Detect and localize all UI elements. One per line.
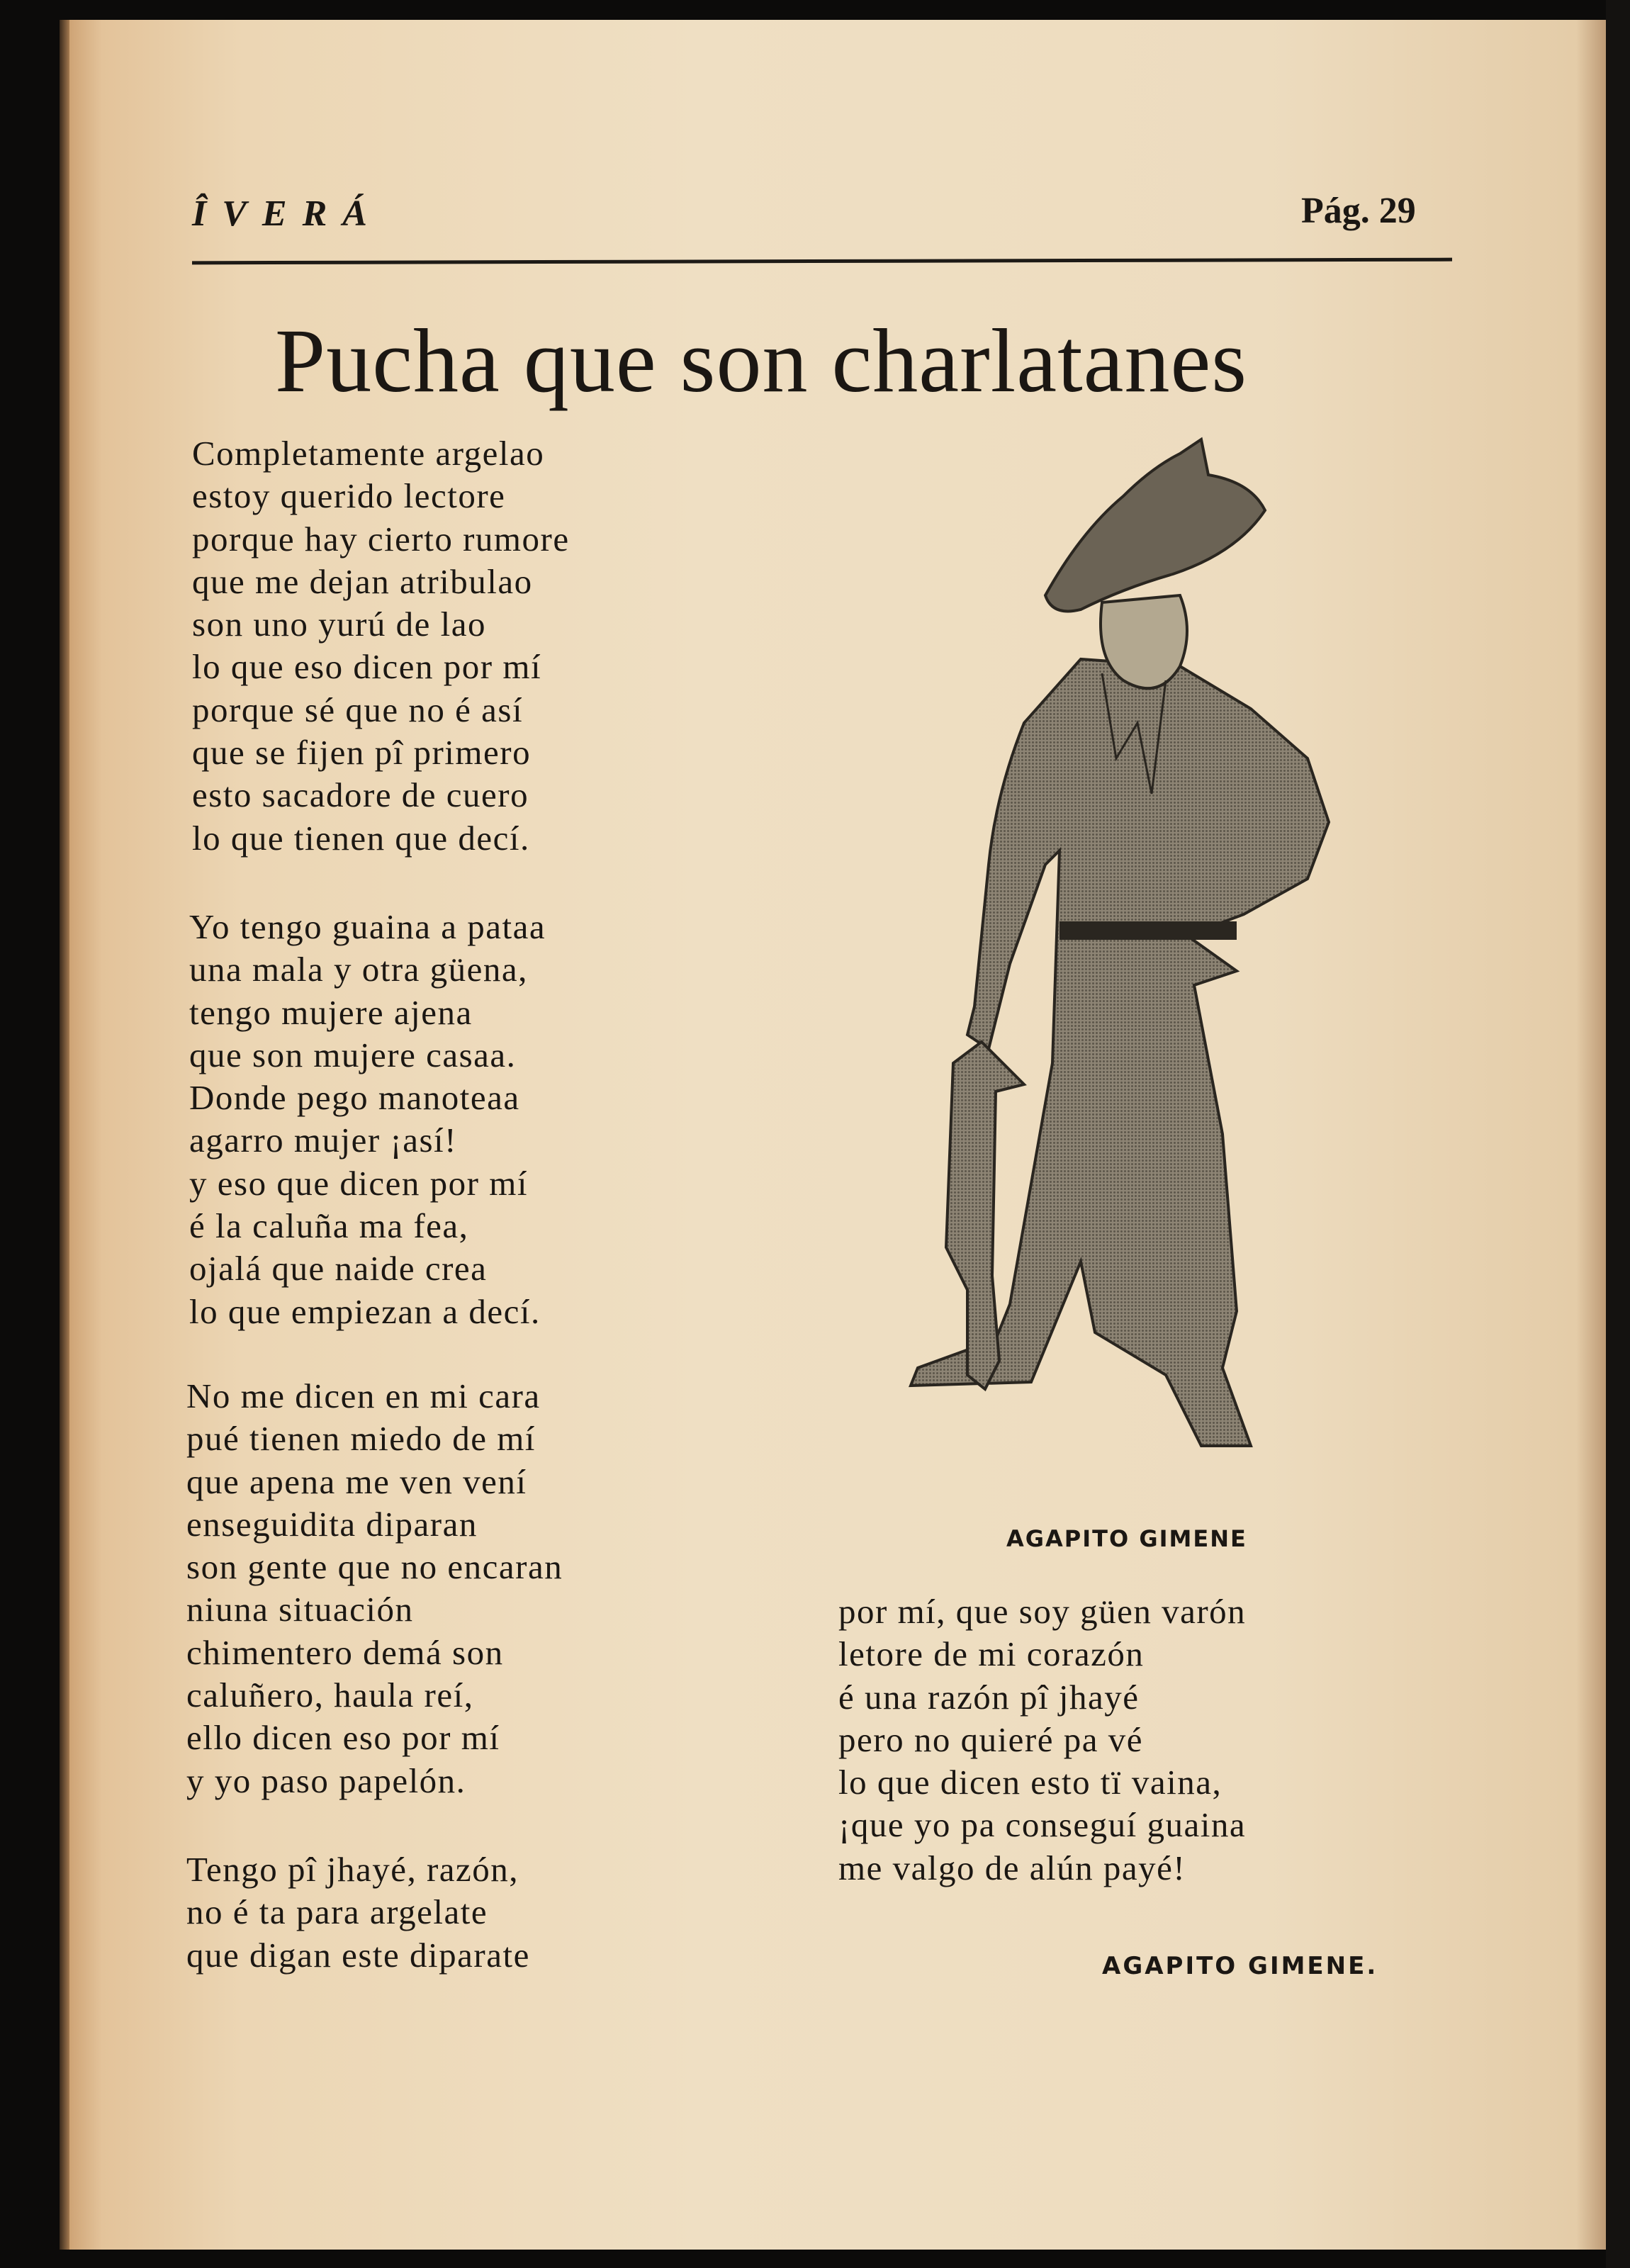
verse-line: que son mujere casaa. [189, 1035, 517, 1074]
stanza-3 [186, 1375, 563, 1802]
verse-line: agarro mujer ¡así! [189, 1121, 457, 1160]
author-signature: AGAPITO GIMENE. [1102, 1952, 1378, 1980]
page-number: Pág. 29 [1301, 191, 1416, 231]
verse-line: porque hay cierto rumore [192, 519, 570, 558]
verse-line: porque sé que no é así [192, 690, 524, 729]
verse-line: chimentero demá son [186, 1632, 504, 1672]
verse-line: lo que tienen que decí. [192, 818, 530, 858]
verse-line: me valgo de alún payé! [838, 1848, 1186, 1887]
stanza-5 [838, 1590, 1246, 1890]
belt [1060, 921, 1237, 940]
verse-line: una mala y otra güena, [189, 950, 528, 989]
verse-line: é una razón pî jhayé [838, 1677, 1140, 1717]
verse-line: y yo paso papelón. [186, 1761, 466, 1800]
verse-line: caluñero, haula reí, [186, 1675, 474, 1715]
verse-line: lo que eso dicen por mí [192, 647, 542, 687]
verse-line: No me dicen en mi cara [186, 1376, 541, 1415]
verse-line: que me dejan atribulao [192, 561, 533, 601]
verse-line: no é ta para argelate [186, 1892, 488, 1932]
illustration-caption: AGAPITO GIMENE [1006, 1525, 1247, 1552]
verse-line: esto sacadore de cuero [192, 775, 529, 815]
verse-line: que apena me ven vení [186, 1461, 527, 1501]
verse-line: Yo tengo guaina a pataa [189, 907, 546, 946]
verse-line: ello dicen eso por mí [186, 1718, 500, 1758]
verse-line: son gente que no encaran [186, 1547, 563, 1587]
running-header-title: ÎVERÁ [192, 193, 383, 234]
verse-line: que digan este diparate [186, 1935, 530, 1975]
verse-line: estoy querido lectore [192, 476, 506, 516]
verse-line: niuna situación [186, 1590, 414, 1629]
verse-line: Completamente argelao [192, 434, 545, 473]
verse-line: pué tienen miedo de mí [186, 1419, 536, 1459]
scan-edge [1606, 0, 1630, 2268]
article-title: Pucha que son charlatanes [275, 310, 1248, 411]
verse-line: que se fijen pî primero [192, 733, 532, 773]
stanza-2 [189, 906, 546, 1333]
verse-line: tengo mujere ajena [189, 992, 473, 1032]
gaucho-illustration [868, 425, 1378, 1488]
verse-line: lo que empiezan a decí. [189, 1291, 541, 1331]
verse-line: letore de mi corazón [838, 1634, 1145, 1674]
verse-line: por mí, que soy güen varón [838, 1592, 1247, 1631]
verse-line: ojalá que naide crea [189, 1249, 488, 1289]
stanza-1 [192, 432, 570, 860]
stanza-4 [186, 1848, 530, 1977]
verse-line: y eso que dicen por mí [189, 1163, 528, 1203]
verse-line: son uno yurú de lao [192, 605, 486, 644]
verse-line: Donde pego manoteaa [189, 1078, 520, 1118]
verse-line: é la caluña ma fea, [189, 1206, 469, 1246]
verse-line: lo que dicen esto tï vaina, [838, 1763, 1222, 1802]
verse-line: ¡que yo pa conseguí guaina [838, 1805, 1247, 1845]
book-spine-shadow [60, 20, 69, 2250]
verse-line: Tengo pî jhayé, razón, [186, 1850, 519, 1889]
figure-body [911, 439, 1329, 1446]
verse-line: pero no quieré pa vé [838, 1719, 1143, 1759]
verse-line: enseguidita diparan [186, 1504, 478, 1544]
